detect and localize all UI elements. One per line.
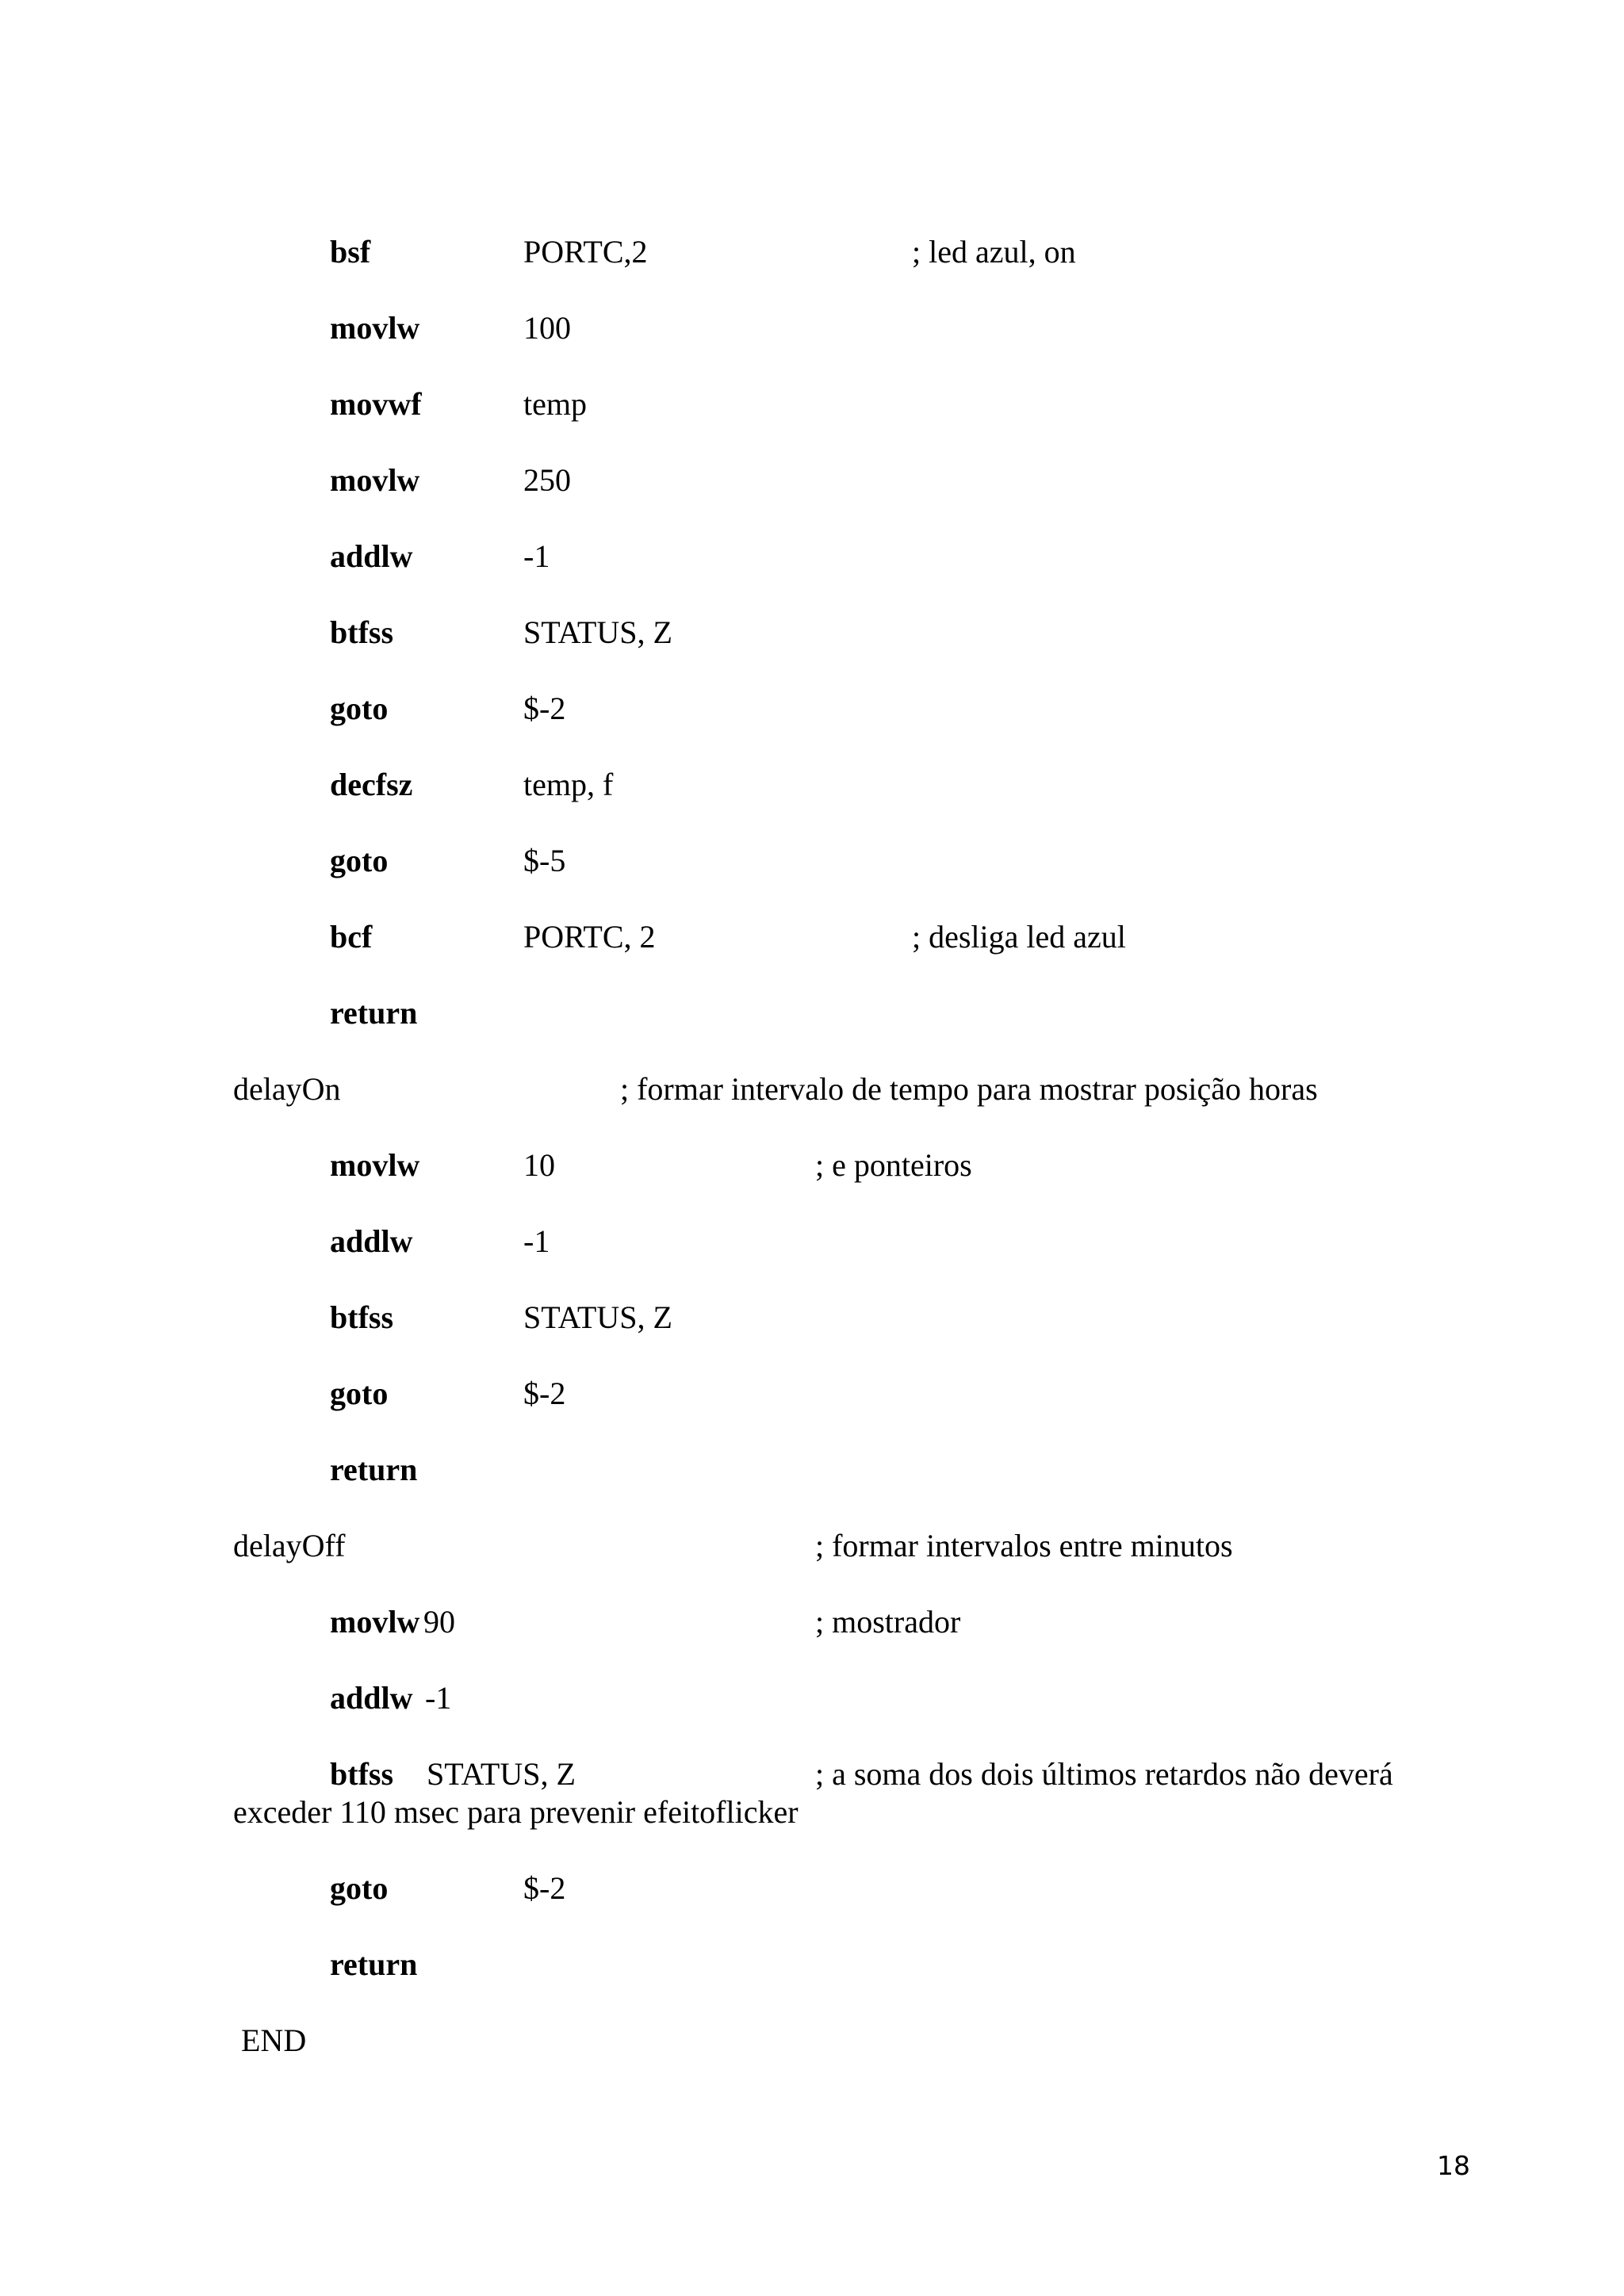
code-mnemonic: decfsz [330, 767, 413, 802]
code-operand: -1 [523, 1223, 550, 1259]
code-mnemonic: goto [330, 843, 389, 878]
code-comment: ; formar intervalo de tempo para mostrar posição horas [620, 1071, 1318, 1107]
code-mnemonic: bcf [330, 919, 373, 955]
code-comment: ; desliga led azul [912, 919, 1126, 955]
code-comment-continuation: exceder 110 msec para prevenir efeitoflicker [233, 1794, 799, 1830]
code-mnemonic: btfss [330, 1299, 394, 1335]
code-operand: 250 [523, 462, 571, 498]
code-operand: 100 [523, 310, 571, 346]
code-mnemonic: movlw [330, 462, 420, 498]
code-mnemonic: goto [330, 1870, 389, 1906]
code-operand: 90 [423, 1604, 455, 1640]
code-operand: -1 [523, 538, 550, 574]
code-mnemonic: btfss [330, 1756, 394, 1792]
code-mnemonic: addlw [330, 1223, 413, 1259]
code-operand: STATUS, Z [523, 614, 672, 650]
code-mnemonic: goto [330, 1376, 389, 1411]
code-mnemonic: addlw [330, 538, 413, 574]
code-operand: $-5 [523, 843, 566, 878]
code-operand: PORTC,2 [523, 234, 648, 270]
code-operand: PORTC, 2 [523, 919, 656, 955]
code-mnemonic: bsf [330, 234, 371, 270]
code-comment: ; formar intervalos entre minutos [815, 1528, 1233, 1563]
code-label: delayOn [233, 1071, 341, 1107]
code-operand: temp [523, 386, 587, 422]
code-comment: ; led azul, on [912, 234, 1076, 270]
code-operand: $-2 [523, 1376, 566, 1411]
code-mnemonic: goto [330, 691, 389, 726]
code-end-directive: END [241, 2022, 307, 2058]
code-operand: temp, f [523, 767, 614, 802]
code-comment: ; e ponteiros [815, 1147, 972, 1183]
code-operand: $-2 [523, 691, 566, 726]
code-operand: STATUS, Z [523, 1299, 672, 1335]
code-mnemonic: return [330, 1452, 418, 1487]
code-comment: ; mostrador [815, 1604, 961, 1640]
code-mnemonic: movlw [330, 310, 420, 346]
code-operand: -1 [425, 1680, 452, 1716]
code-mnemonic: movlw [330, 1604, 420, 1640]
page-number: 18 [1437, 2150, 1470, 2181]
code-mnemonic: addlw [330, 1680, 413, 1716]
code-operand: 10 [523, 1147, 555, 1183]
code-operand: STATUS, Z [427, 1756, 576, 1792]
code-mnemonic: return [330, 1946, 418, 1982]
code-label: delayOff [233, 1528, 346, 1563]
code-mnemonic: movwf [330, 386, 422, 422]
code-mnemonic: btfss [330, 614, 394, 650]
code-mnemonic: movlw [330, 1147, 420, 1183]
code-operand: $-2 [523, 1870, 566, 1906]
code-mnemonic: return [330, 995, 418, 1031]
code-comment: ; a soma dos dois últimos retardos não deverá [815, 1756, 1393, 1792]
